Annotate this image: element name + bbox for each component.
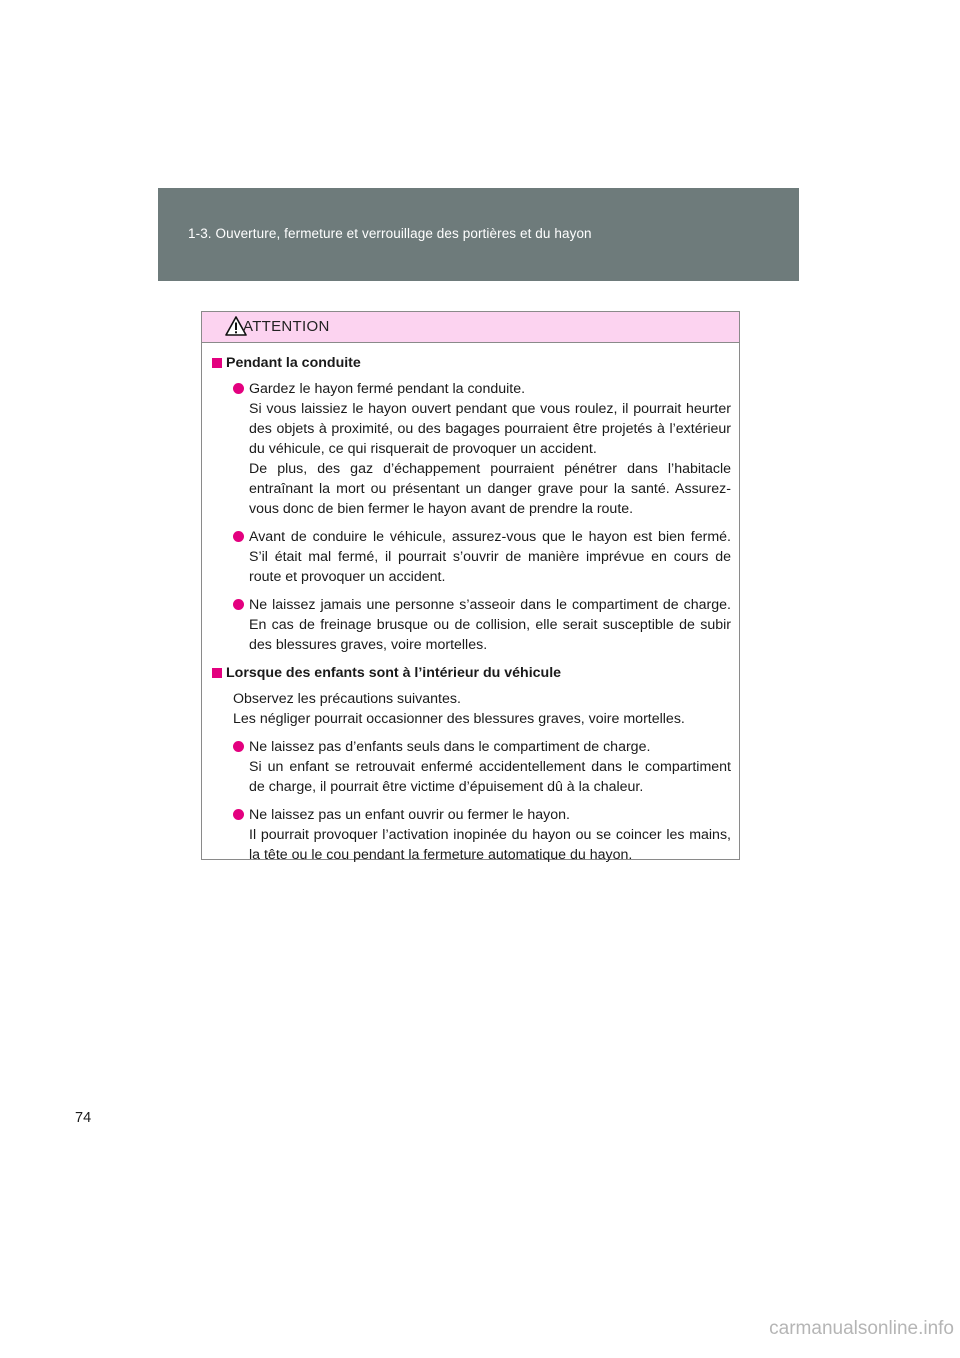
item-line: De plus, des gaz d’échappement pourraient pénétrer dans l’habitacle entraînant la mort ou présentant un danger grave pour la santé. Assurez-vous donc de bien fermer le hayon avant de prendre la route. — [249, 461, 731, 517]
intro-line: Les négliger pourrait occasionner des blessures graves, voire mortelles. — [233, 711, 685, 727]
section-heading-text: Pendant la conduite — [226, 355, 361, 371]
item-line: Si vous laissiez le hayon ouvert pendant que vous roulez, il pourrait heurter des objets à proximité, ou des bagages pourraient être projetés à l’extérieur du véhicule, ce qui risquerait de provoquer un accident. — [249, 401, 731, 457]
item-line: Ne laissez pas un enfant ouvrir ou fermer le hayon. — [249, 807, 570, 823]
square-bullet-icon — [212, 358, 222, 368]
list-item — [233, 805, 731, 865]
header-band — [158, 188, 799, 281]
round-bullet-icon — [233, 809, 244, 820]
square-bullet-icon — [212, 668, 222, 678]
list-item — [233, 379, 731, 519]
list-item — [233, 737, 731, 797]
warning-header — [202, 312, 739, 343]
round-bullet-icon — [233, 599, 244, 610]
warning-body — [202, 343, 739, 865]
item-line: Ne laissez jamais une personne s’asseoir dans le compartiment de charge. En cas de freinage brusque ou de collision, elle serait susceptible de subir des blessures graves, voire mortelles. — [249, 597, 731, 653]
item-line: Si un enfant se retrouvait enfermé accidentellement dans le compartiment de charge, il pourrait être victime d’épuisement dû à la chaleur. — [249, 759, 731, 795]
round-bullet-icon — [233, 741, 244, 752]
section-title: 1-3. Ouverture, fermeture et verrouillage des portières et du hayon — [188, 226, 592, 241]
round-bullet-icon — [233, 531, 244, 542]
section-heading — [212, 663, 731, 683]
warning-box — [201, 311, 740, 863]
list-item — [233, 595, 731, 655]
round-bullet-icon — [233, 383, 244, 394]
item-line: Avant de conduire le véhicule, assurez-vous que le hayon est bien fermé. S’il était mal fermé, il pourrait s’ouvrir de manière imprévue en cours de route et provoquer un accident. — [249, 529, 731, 585]
list-item — [233, 527, 731, 587]
intro-line: Observez les précautions suivantes. — [233, 691, 461, 707]
section-heading — [212, 353, 731, 373]
section-intro — [233, 689, 731, 729]
item-line: Il pourrait provoquer l’activation inopinée du hayon ou se coincer les mains, la tête ou le cou pendant la fermeture automatique du hayon. — [249, 827, 731, 863]
watermark: carmanualsonline.info — [769, 1318, 954, 1339]
warning-label: ATTENTION — [243, 318, 330, 335]
page-number: 74 — [75, 1110, 92, 1126]
section-heading-text: Lorsque des enfants sont à l’intérieur du véhicule — [226, 665, 562, 681]
item-line: Ne laissez pas d’enfants seuls dans le compartiment de charge. — [249, 739, 651, 755]
item-line: Gardez le hayon fermé pendant la conduite. — [249, 381, 526, 397]
